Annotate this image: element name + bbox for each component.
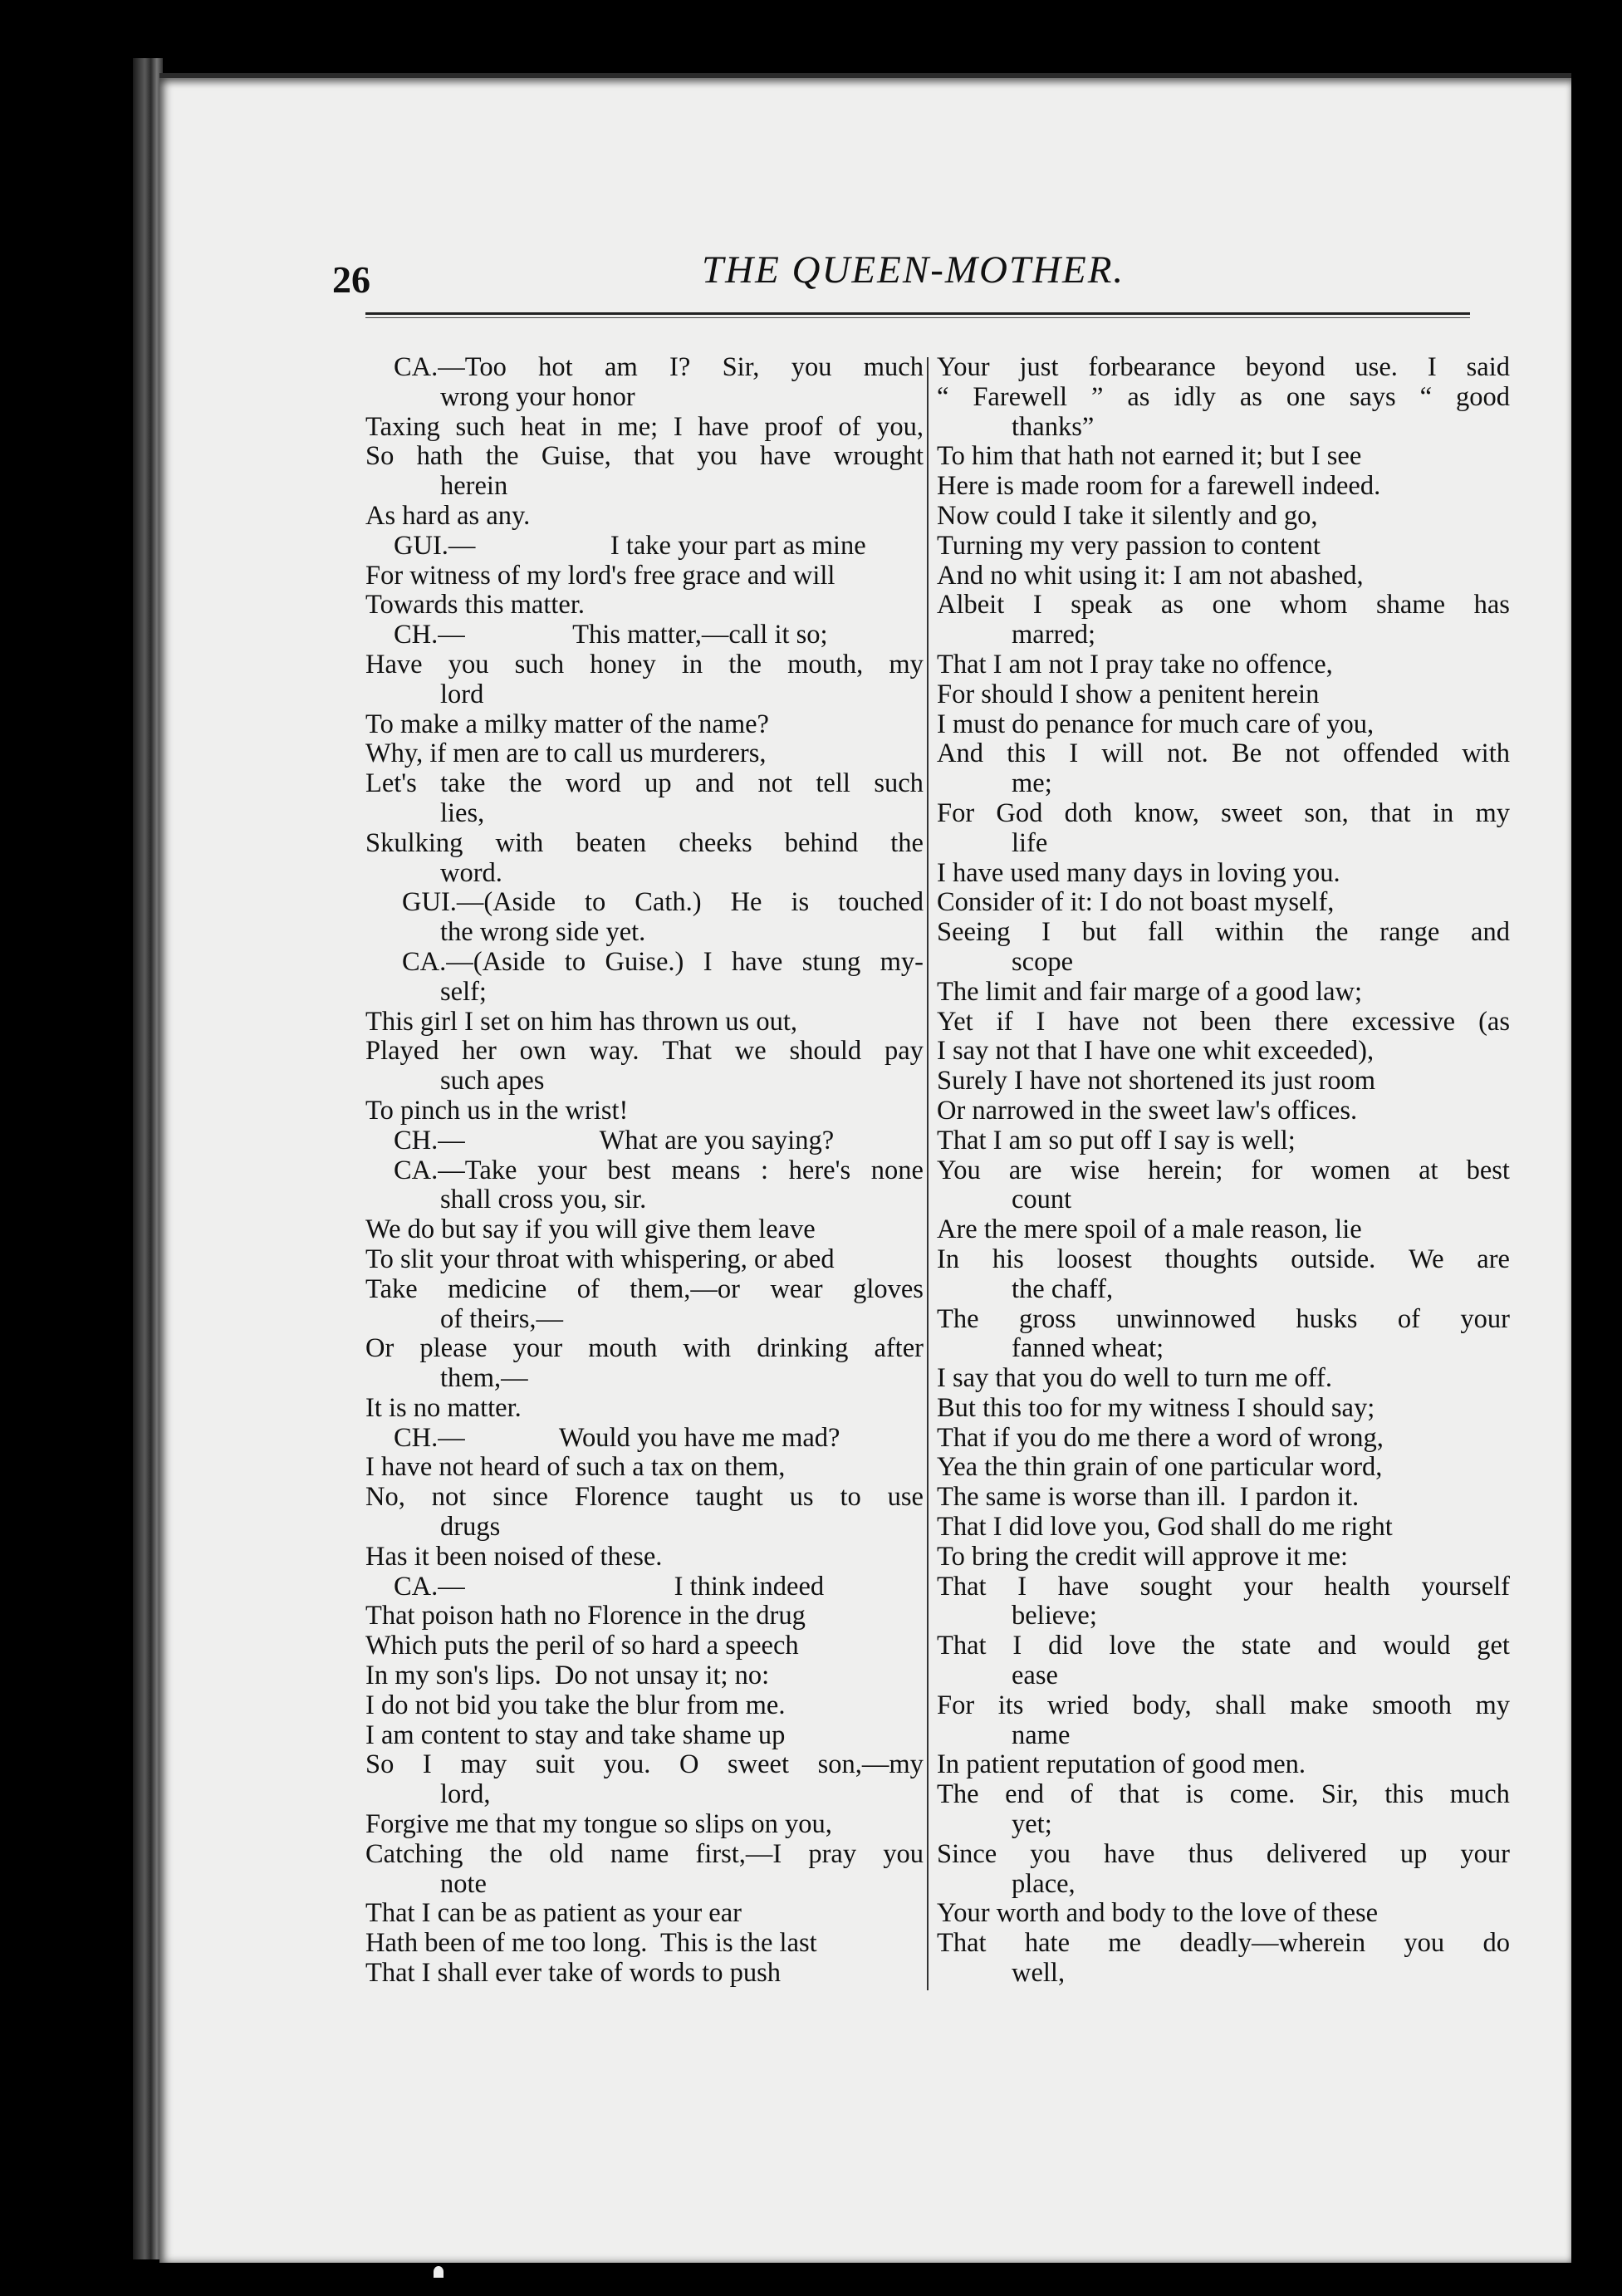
page-number: 26 [332, 258, 370, 301]
verse-line: No, not since Florence taught us to use [365, 1482, 924, 1513]
running-title: THE QUEEN-MOTHER. [702, 248, 1125, 292]
verse-line: Catching the old name first,—I pray you [365, 1838, 924, 1869]
verse-line: For God doth know, sweet son, that in my [937, 797, 1510, 828]
verse-line: That I did love the state and would get [937, 1631, 1510, 1661]
verse-line: GUI.— I take your part as mine [394, 530, 866, 561]
right-text-column [937, 353, 1510, 1989]
verse-line: CH.— This matter,—call it so; [394, 620, 828, 650]
verse-line: fanned wheat; [1012, 1333, 1164, 1364]
verse-line: the chaff, [1012, 1273, 1114, 1304]
verse-line: count [1012, 1185, 1072, 1215]
verse-line: Hath been of me too long. This is the last [365, 1928, 817, 1959]
verse-line: believe; [1012, 1601, 1097, 1631]
verse-line: And this I will not. Be not offended with [937, 738, 1510, 769]
verse-line: CH.— What are you saying? [394, 1125, 835, 1155]
verse-line: place, [1012, 1868, 1076, 1899]
verse-line: We do but say if you will give them leave [365, 1214, 816, 1245]
verse-line: lord [440, 679, 484, 709]
verse-line: To him that hath not earned it; but I see [937, 441, 1362, 472]
verse-line: Or please your mouth with drinking after [365, 1333, 924, 1364]
verse-line: Consider of it: I do not boast myself, [937, 887, 1335, 918]
verse-line: I have used many days in loving you. [937, 857, 1340, 888]
verse-line: scope [1012, 946, 1073, 977]
verse-line: In his loosest thoughts outside. We are [937, 1244, 1510, 1274]
verse-line: So hath the Guise, that you have wrought [365, 441, 924, 472]
verse-line: self; [440, 976, 487, 1007]
verse-line: Your just forbearance beyond use. I said [937, 352, 1510, 382]
verse-line: herein [440, 471, 508, 502]
verse-line: well, [1012, 1958, 1066, 1989]
header-rule [365, 312, 1470, 315]
verse-line: To pinch us in the wrist! [365, 1095, 629, 1126]
verse-line: For witness of my lord's free grace and will [365, 560, 836, 591]
verse-line: Your worth and body to the love of these [937, 1898, 1379, 1929]
verse-line: ease [1012, 1661, 1058, 1691]
verse-line: Yea the thin grain of one particular word, [937, 1452, 1383, 1483]
verse-line: I have not heard of such a tax on them, [365, 1452, 786, 1483]
verse-line: shall cross you, sir. [440, 1185, 647, 1215]
verse-line: GUI.—(Aside to Cath.) He is touched [402, 887, 924, 918]
verse-line: Turning my very passion to content [937, 530, 1321, 561]
verse-line: Yet if I have not been there excessive (as [937, 1006, 1510, 1037]
verse-line: That I did love you, God shall do me right [937, 1512, 1393, 1543]
verse-line: Seeing I but fall within the range and [937, 917, 1510, 948]
verse-line: I must do penance for much care of you, [937, 709, 1375, 739]
verse-line: CH.— Would you have me mad? [394, 1422, 840, 1453]
verse-line: As hard as any. [365, 500, 531, 531]
verse-line: Which puts the peril of so hard a speech [365, 1631, 799, 1661]
verse-line: Skulking with beaten cheeks behind the [365, 827, 924, 858]
verse-line: I am content to stay and take shame up [365, 1720, 786, 1750]
verse-line: To slit your throat with whispering, or abed [365, 1244, 835, 1274]
header-rule-thin [365, 317, 1470, 318]
verse-line: Surely I have not shortened its just room [937, 1066, 1376, 1096]
left-text-column [365, 353, 924, 1989]
verse-line: Has it been noised of these. [365, 1541, 663, 1572]
verse-line: I say not that I have one whit exceeded), [937, 1036, 1375, 1067]
verse-line: To bring the credit will approve it me: [937, 1541, 1349, 1572]
book-binding-gutter [133, 58, 163, 2259]
verse-line: The same is worse than ill. I pardon it. [937, 1482, 1360, 1513]
verse-line: Towards this matter. [365, 590, 585, 621]
column-divider [927, 357, 929, 1990]
verse-line: It is no matter. [365, 1392, 522, 1423]
verse-line: CA.—(Aside to Guise.) I have stung my- [402, 946, 924, 977]
verse-line: such apes [440, 1066, 545, 1096]
verse-line: Take medicine of them,—or wear gloves [365, 1273, 924, 1304]
verse-line: Here is made room for a farewell indeed. [937, 471, 1381, 502]
verse-line: That I am not I pray take no offence, [937, 649, 1333, 679]
verse-line: drugs [440, 1512, 501, 1543]
verse-line: Let's take the word up and not tell such [365, 768, 924, 799]
verse-line: But this too for my witness I should say; [937, 1392, 1375, 1423]
verse-line: The end of that is come. Sir, this much [937, 1779, 1510, 1810]
verse-line: the wrong side yet. [440, 917, 646, 948]
verse-line: thanks” [1012, 411, 1095, 442]
verse-line: CA.—Take your best means : here's none [394, 1155, 924, 1185]
verse-line: Or narrowed in the sweet law's offices. [937, 1095, 1358, 1126]
verse-line: Why, if men are to call us murderers, [365, 738, 767, 769]
verse-line: CA.— I think indeed [394, 1571, 825, 1602]
verse-line: This girl I set on him has thrown us out, [365, 1006, 797, 1037]
verse-line: word. [440, 857, 502, 888]
verse-line: them,— [440, 1363, 528, 1394]
verse-line: Forgive me that my tongue so slips on you, [365, 1809, 832, 1840]
verse-line: Albeit I speak as one whom shame has [937, 590, 1510, 621]
scan-artifact-mark [434, 2266, 443, 2278]
verse-line: That hate me deadly—wherein you do [937, 1928, 1510, 1959]
verse-line: life [1012, 827, 1048, 858]
verse-line: Are the mere spoil of a male reason, lie [937, 1214, 1362, 1245]
verse-line: “ Farewell ” as idly as one says “ good [937, 381, 1510, 412]
verse-line: yet; [1012, 1809, 1052, 1840]
verse-line: For should I show a penitent herein [937, 679, 1320, 709]
verse-line: of theirs,— [440, 1303, 564, 1334]
verse-line: Have you such honey in the mouth, my [365, 649, 924, 679]
verse-line: The limit and fair marge of a good law; [937, 976, 1363, 1007]
verse-line: I do not bid you take the blur from me. [365, 1690, 786, 1720]
verse-line: The gross unwinnowed husks of your [937, 1303, 1510, 1334]
verse-line: That I am so put off I say is well; [937, 1125, 1296, 1155]
verse-line: wrong your honor [440, 381, 635, 412]
verse-line: lord, [440, 1779, 491, 1810]
verse-line: marred; [1012, 620, 1096, 650]
verse-line: Since you have thus delivered up your [937, 1838, 1510, 1869]
verse-line: I say that you do well to turn me off. [937, 1363, 1332, 1394]
verse-line: In patient reputation of good men. [937, 1749, 1306, 1780]
verse-line: lies, [440, 797, 485, 828]
verse-line: name [1012, 1720, 1071, 1750]
verse-line: That I shall ever take of words to push [365, 1958, 782, 1989]
verse-line: Now could I take it silently and go, [937, 500, 1318, 531]
verse-line: That if you do me there a word of wrong, [937, 1422, 1384, 1453]
verse-line: note [440, 1868, 487, 1899]
verse-line: Taxing such heat in me; I have proof of you, [365, 411, 924, 442]
verse-line: That I have sought your health yourself [937, 1571, 1510, 1602]
verse-line: So I may suit you. O sweet son,—my [365, 1749, 924, 1780]
verse-line: That poison hath no Florence in the drug [365, 1601, 806, 1631]
verse-line: You are wise herein; for women at best [937, 1155, 1510, 1185]
verse-line: And no whit using it: I am not abashed, [937, 560, 1364, 591]
verse-line: That I can be as patient as your ear [365, 1898, 742, 1929]
verse-line: To make a milky matter of the name? [365, 709, 769, 739]
verse-line: In my son's lips. Do not unsay it; no: [365, 1661, 770, 1691]
verse-line: For its wried body, shall make smooth my [937, 1690, 1510, 1720]
verse-line: CA.—Too hot am I? Sir, you much [394, 352, 924, 382]
verse-line: me; [1012, 768, 1052, 799]
verse-line: Played her own way. That we should pay [365, 1036, 924, 1067]
